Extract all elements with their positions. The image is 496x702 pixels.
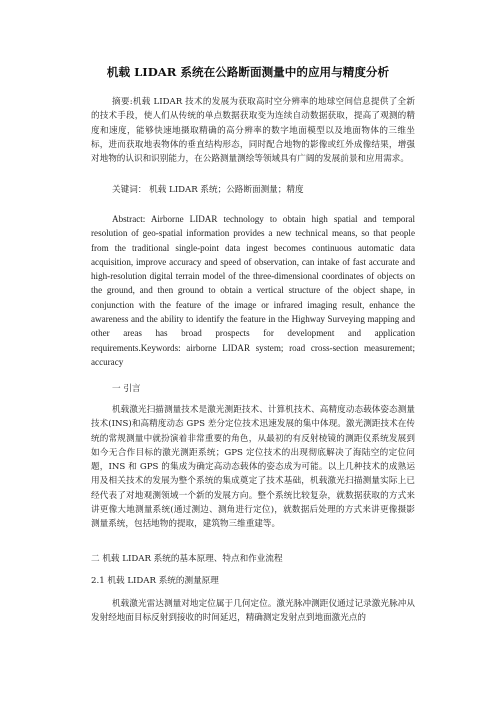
document-title: 机载 LIDAR 系统在公路断面测量中的应用与精度分析 xyxy=(106,65,390,79)
subsection-heading-measurement-principle: 2.1 机载 LIDAR 系统的测量原理 xyxy=(91,576,219,586)
abstract-chinese: 摘要:机载 LIDAR 技术的发展为获取高时空分辨率的地球空间信息提供了全新的技术手段，使人们从传统的单点数据获取变为连续自动数据获取，提高了观测的精度和速度，能够快速地摄取精确的高分辨率的数字地面模型以及地面物体的三维坐标，进而获取地表物体的垂直结构形态，同时配合地物的影像或红外成像结果，增强对地物的认识和识别能力，在公路测量测绘等领域具有广阔的发展前景和应用需求。 xyxy=(91,97,415,165)
measurement-principle-paragraph: 机载激光雷达测量对地定位属于几何定位。激光脉冲测距仪通过记录激光脉冲从发射经地面目标反射到接收的时间延迟，精确测定发射点到地面激光点的 xyxy=(91,599,415,624)
section-heading-introduction: 一 引言 xyxy=(112,384,141,394)
section-heading-principles: 二 机载 LIDAR 系统的基本原理、特点和作业流程 xyxy=(91,554,283,564)
introduction-paragraph: 机载激光扫描测量技术是激光测距技术、计算机技术、高精度动态载体姿态测量技术(INS)和高精度动态 GPS 差分定位技术迅速发展的集中体现。激光测距技术在传统的常规测量中就扮演着非常重要的角色，从最初的有反射棱镜的测距仪系统发展到如今无合作目标的激光测距系统；GPS 定位技术的出现彻底解决了海陆空的定位问题，INS 和 GPS 的集成为确定高动态载体的姿态成为可能。以上几种技术的成熟运用及相关技术的发展为整个系统的集成奠定了技术基础，机载激光扫描测量实际上已经代表了对地观测领域一个新的发展方向。整个系统比较复杂，就数据获取的方式来讲更像大地测量系统(通过测边、测角进行定位)，就数据后处理的方式来讲更像摄影测量系统，包括地物的提取，建筑物三维重建等。 xyxy=(91,405,415,530)
abstract-english: Abstract: Airborne LIDAR technology to obtain high spatial and temporal resolution of geo-spatial information provides a new technical means, so that people from the traditional single-point data ingest becomes continuous automatic data acquisition, improve accuracy and speed of observation, can intake of fast accurate and high-resolution digital terrain model of the three-dimensional coordinates of objects on the ground, and then ground to obtain a vertical structure of the object shape, in conjunction with the feature of the image or infrared imaging result, enhance the awareness and the ability to identify the feature in the Highway Surveying mapping and other areas has broad prospects for development and application requirements.Keywords: airborne LIDAR system; road cross-section measurement; accuracy xyxy=(91,214,415,367)
keywords-chinese: 关键词： 机载 LIDAR 系统；公路断面测量；精度 xyxy=(112,185,304,195)
